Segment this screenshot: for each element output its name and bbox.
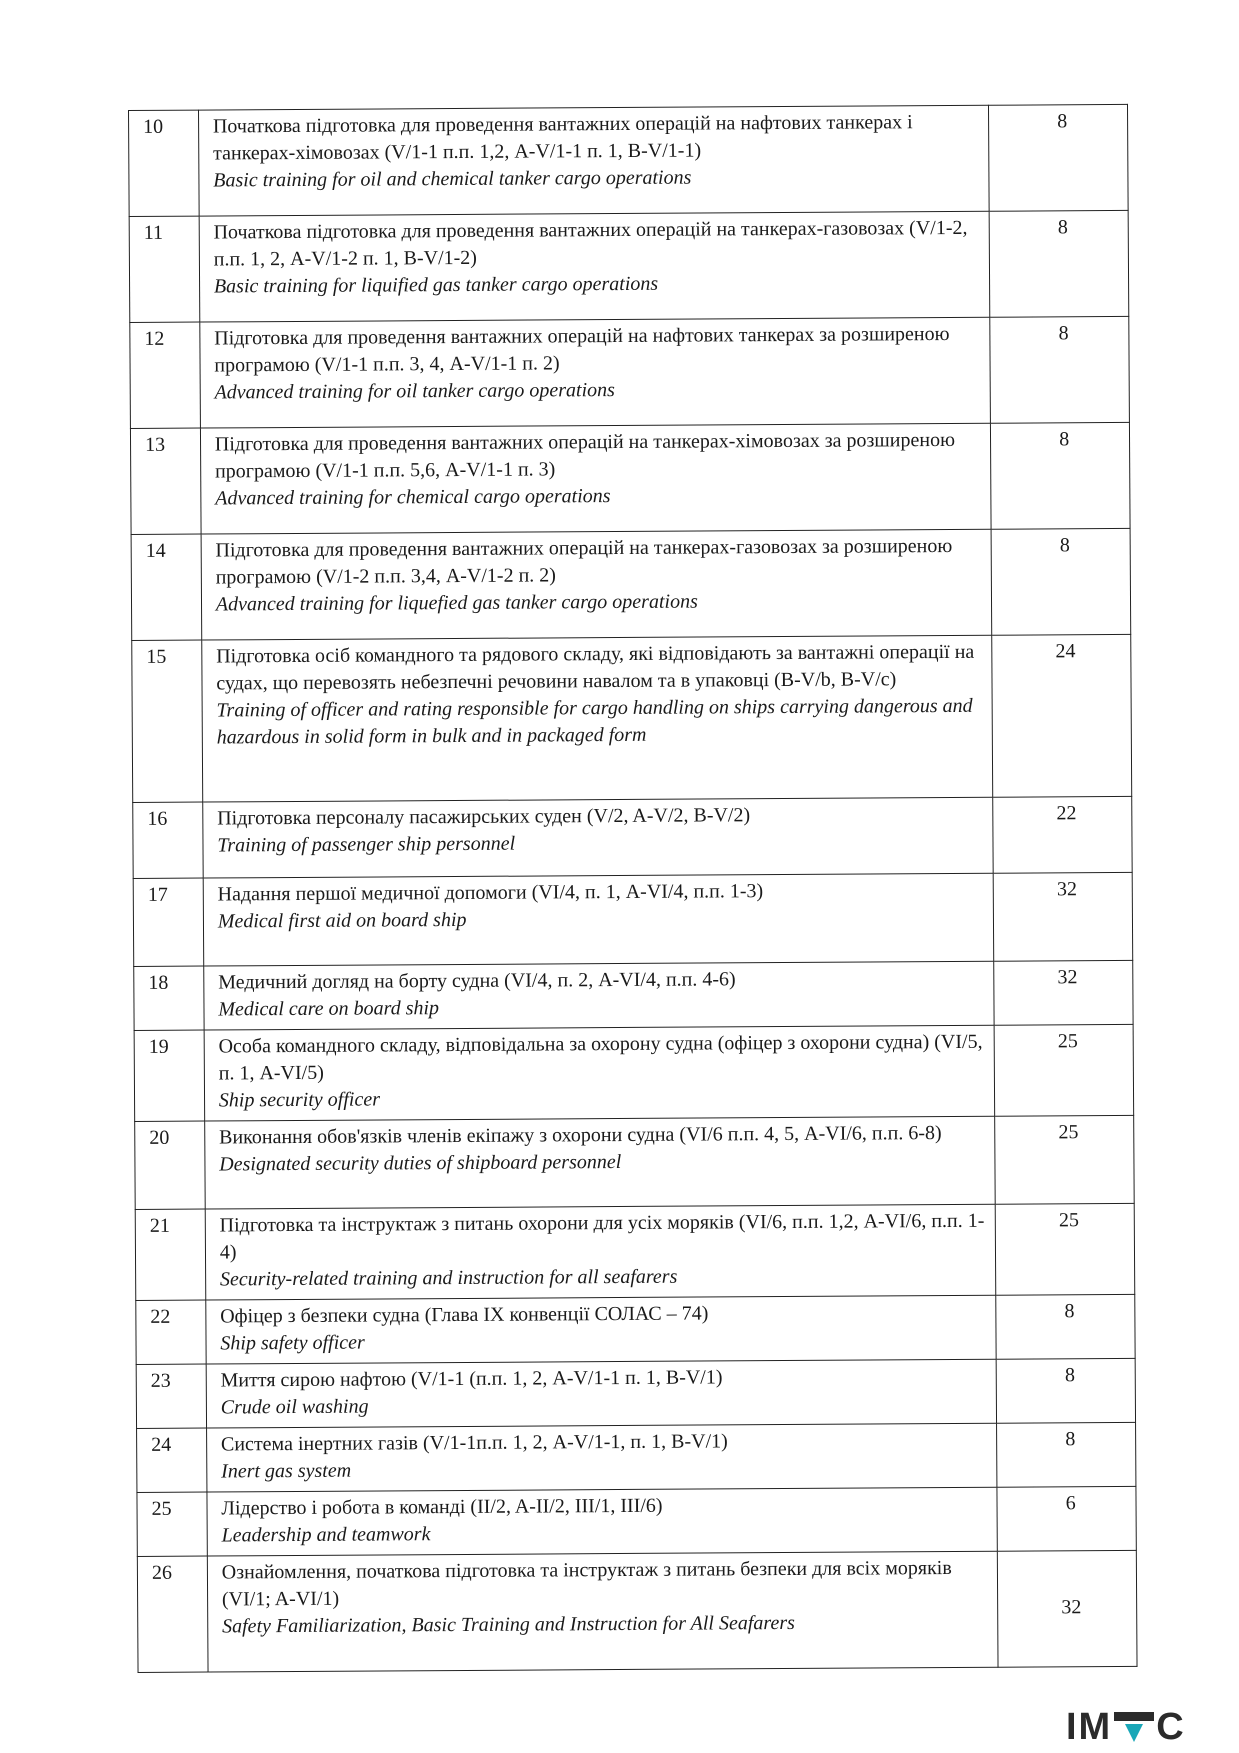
course-title-ua: Медичний догляд на борту судна (VI/4, п. 2, A-VI/4, п.п. 4-6): [218, 968, 736, 994]
course-hours: 8: [989, 210, 1128, 317]
course-description: [206, 1423, 997, 1492]
table-row: [135, 1115, 1135, 1209]
course-description: [201, 529, 992, 640]
course-hours: 32: [998, 1550, 1137, 1667]
table-row: [133, 872, 1133, 966]
row-number: 10: [129, 110, 199, 216]
course-title-ua: Надання першої медичної допомоги (VI/4, п. 1, A-VI/4, п.п. 1-3): [217, 880, 764, 906]
course-title-en: Basic training for liquified gas tanker cargo operations: [213, 272, 659, 298]
course-title-ua: Підготовка та інструктаж з питань охорони для усіх моряків (VI/6, п.п. 1,2, A-VI/6, п.п. 1-4): [219, 1209, 985, 1264]
course-title-ua: Ознайомлення, початкова підготовка та інструктаж з питань безпеки для всіх моряків (VI/1; A-VI/1): [221, 1556, 952, 1611]
table-row: [130, 316, 1130, 428]
row-number: 26: [137, 1556, 208, 1672]
course-hours: 25: [994, 1024, 1133, 1116]
course-title-en: Advanced training for oil tanker cargo operations: [214, 379, 615, 404]
row-number: 22: [136, 1300, 206, 1364]
course-title-en: Training of officer and rating responsible for cargo handling on ships carrying dangerous and hazardous in solid form in bulk and in packaged form: [216, 694, 973, 749]
course-title-en: Leadership and teamwork: [221, 1523, 431, 1547]
table-row: [137, 1486, 1136, 1556]
table-row: [135, 1203, 1135, 1300]
table-row: [131, 528, 1131, 640]
row-number: 14: [131, 534, 201, 640]
logo-text-right: C: [1156, 1706, 1186, 1748]
row-number: 12: [130, 322, 200, 428]
table-row: [134, 960, 1133, 1030]
course-hours: 32: [993, 872, 1132, 961]
course-description: [207, 1551, 998, 1672]
row-number: 25: [137, 1492, 207, 1556]
table-row: [137, 1422, 1136, 1492]
course-title-ua: Початкова підготовка для проведення вантажних операцій на нафтових танкерах і танкерах-хімовозах (V/1-1 п.п. 1,2, A-V/1-1 п. 1, B-V/1-1): [212, 111, 913, 165]
table-row: [136, 1294, 1135, 1364]
table-row: [133, 796, 1132, 878]
course-title-ua: Підготовка персоналу пасажирських суден (V/2, A-V/2, B-V/2): [217, 804, 751, 830]
course-title-ua: Підготовка для проведення вантажних операцій на танкерах-хімовозах за розширеною програмою (V/1-1 п.п. 5,6, A-V/1-1 п. 3): [214, 428, 956, 483]
course-hours: 8: [989, 104, 1128, 211]
course-title-ua: Особа командного складу, відповідальна за охорону судна (офіцер з охорони судна) (VI/5, п. 1, A-VI/5): [218, 1030, 983, 1085]
course-hours: 25: [995, 1115, 1134, 1204]
course-description: [203, 797, 994, 878]
course-title-ua: Система інертних газів (V/1-1п.п. 1, 2, A-V/1-1, п. 1, B-V/1): [220, 1430, 728, 1456]
course-title-en: Medical care on board ship: [218, 997, 440, 1021]
table-row: [136, 1358, 1135, 1428]
table-row: [129, 210, 1129, 322]
course-title-ua: Підготовка для проведення вантажних операцій на нафтових танкерах за розширеною програмою (V/1-1 п.п. 3, 4, A-V/1-1 п. 2): [214, 322, 950, 377]
course-description: [206, 1359, 997, 1428]
row-number: 19: [134, 1030, 204, 1121]
course-description: [203, 873, 994, 966]
row-number: 16: [133, 802, 203, 878]
course-description: [204, 961, 995, 1030]
row-number: 18: [134, 966, 204, 1030]
course-hours: 32: [994, 960, 1133, 1025]
course-description: [204, 1025, 995, 1121]
course-title-en: Safety Familiarization, Basic Training and Instruction for All Seafarers: [222, 1611, 795, 1638]
row-number: 17: [133, 878, 203, 966]
course-title-en: Security-related training and instruction for all seafarers: [219, 1265, 678, 1291]
logo-t-mark-icon: [1114, 1712, 1154, 1744]
course-hours: 8: [997, 1422, 1136, 1487]
course-hours: 8: [996, 1294, 1135, 1359]
table-row: [134, 1024, 1134, 1121]
course-title-en: Inert gas system: [221, 1459, 352, 1483]
table-row: [130, 422, 1130, 534]
table-row: [129, 104, 1129, 216]
course-description: [207, 1487, 998, 1556]
row-number: 15: [132, 640, 203, 802]
course-title-en: Basic training for oil and chemical tanker cargo operations: [213, 166, 692, 192]
row-number: 24: [137, 1428, 207, 1492]
course-hours: 24: [992, 634, 1132, 797]
course-title-en: Advanced training for chemical cargo operations: [215, 485, 611, 510]
course-hours: 8: [990, 316, 1129, 423]
imtc-logo: [1066, 1706, 1186, 1749]
row-number: 11: [129, 216, 199, 322]
course-title-en: Ship safety officer: [220, 1331, 365, 1355]
course-hours: 6: [997, 1486, 1136, 1551]
course-hours: 8: [991, 528, 1130, 635]
course-title-ua: Початкова підготовка для проведення вантажних операцій на танкерах-газовозах (V/1-2, п.п. 1, 2, A-V/1-2 п. 1, B-V/1-2): [213, 216, 968, 271]
course-hours: 8: [991, 422, 1130, 529]
course-hours: 8: [996, 1358, 1135, 1423]
row-number: 23: [136, 1364, 206, 1428]
course-title-ua: Офіцер з безпеки судна (Глава IX конвенції СОЛАС – 74): [220, 1302, 709, 1328]
row-number: 20: [135, 1121, 205, 1209]
table-row: [137, 1550, 1137, 1672]
course-description: [198, 105, 989, 216]
course-title-en: Designated security duties of shipboard personnel: [219, 1151, 622, 1176]
course-hours: 22: [993, 796, 1132, 873]
course-title-ua: Підготовка для проведення вантажних операцій на танкерах-газовозах за розширеною програмою (V/1-2 п.п. 3,4, A-V/1-2 п. 2): [215, 534, 953, 589]
course-title-en: Crude oil washing: [220, 1395, 369, 1419]
course-title-en: Ship security officer: [218, 1088, 381, 1112]
course-description: [205, 1204, 996, 1300]
course-title-ua: Миття сирою нафтою (V/1-1 (п.п. 1, 2, A-V/1-1 п. 1, B-V/1): [220, 1366, 723, 1392]
course-title-en: Advanced training for liquefied gas tanker cargo operations: [215, 590, 698, 616]
course-description: [206, 1295, 997, 1364]
course-description: [200, 317, 991, 428]
course-hours: 25: [996, 1203, 1135, 1295]
course-description: [202, 635, 993, 802]
course-description: [200, 423, 991, 534]
courses-table: [128, 104, 1138, 1673]
course-title-ua: Підготовка осіб командного та рядового складу, які відповідають за вантажні операції на судах, що перевозять небезпечні речовини навалом та в упаковці (B-V/b, B-V/c): [216, 640, 975, 695]
row-number: 13: [130, 428, 200, 534]
row-number: 21: [135, 1209, 205, 1300]
course-title-ua: Виконання обов'язків членів екіпажу з охорони судна (VI/6 п.п. 4, 5, A-VI/6, п.п. 6-8): [219, 1122, 942, 1149]
course-title-en: Training of passenger ship personnel: [217, 832, 516, 857]
course-title-ua: Лідерство і робота в команді (II/2, A-II/2, III/1, III/6): [221, 1494, 663, 1520]
table-row: [132, 634, 1132, 802]
course-description: [199, 211, 990, 322]
course-description: [205, 1116, 996, 1209]
course-title-en: Medical first aid on board ship: [217, 908, 467, 933]
logo-text-left: IM: [1066, 1706, 1113, 1748]
